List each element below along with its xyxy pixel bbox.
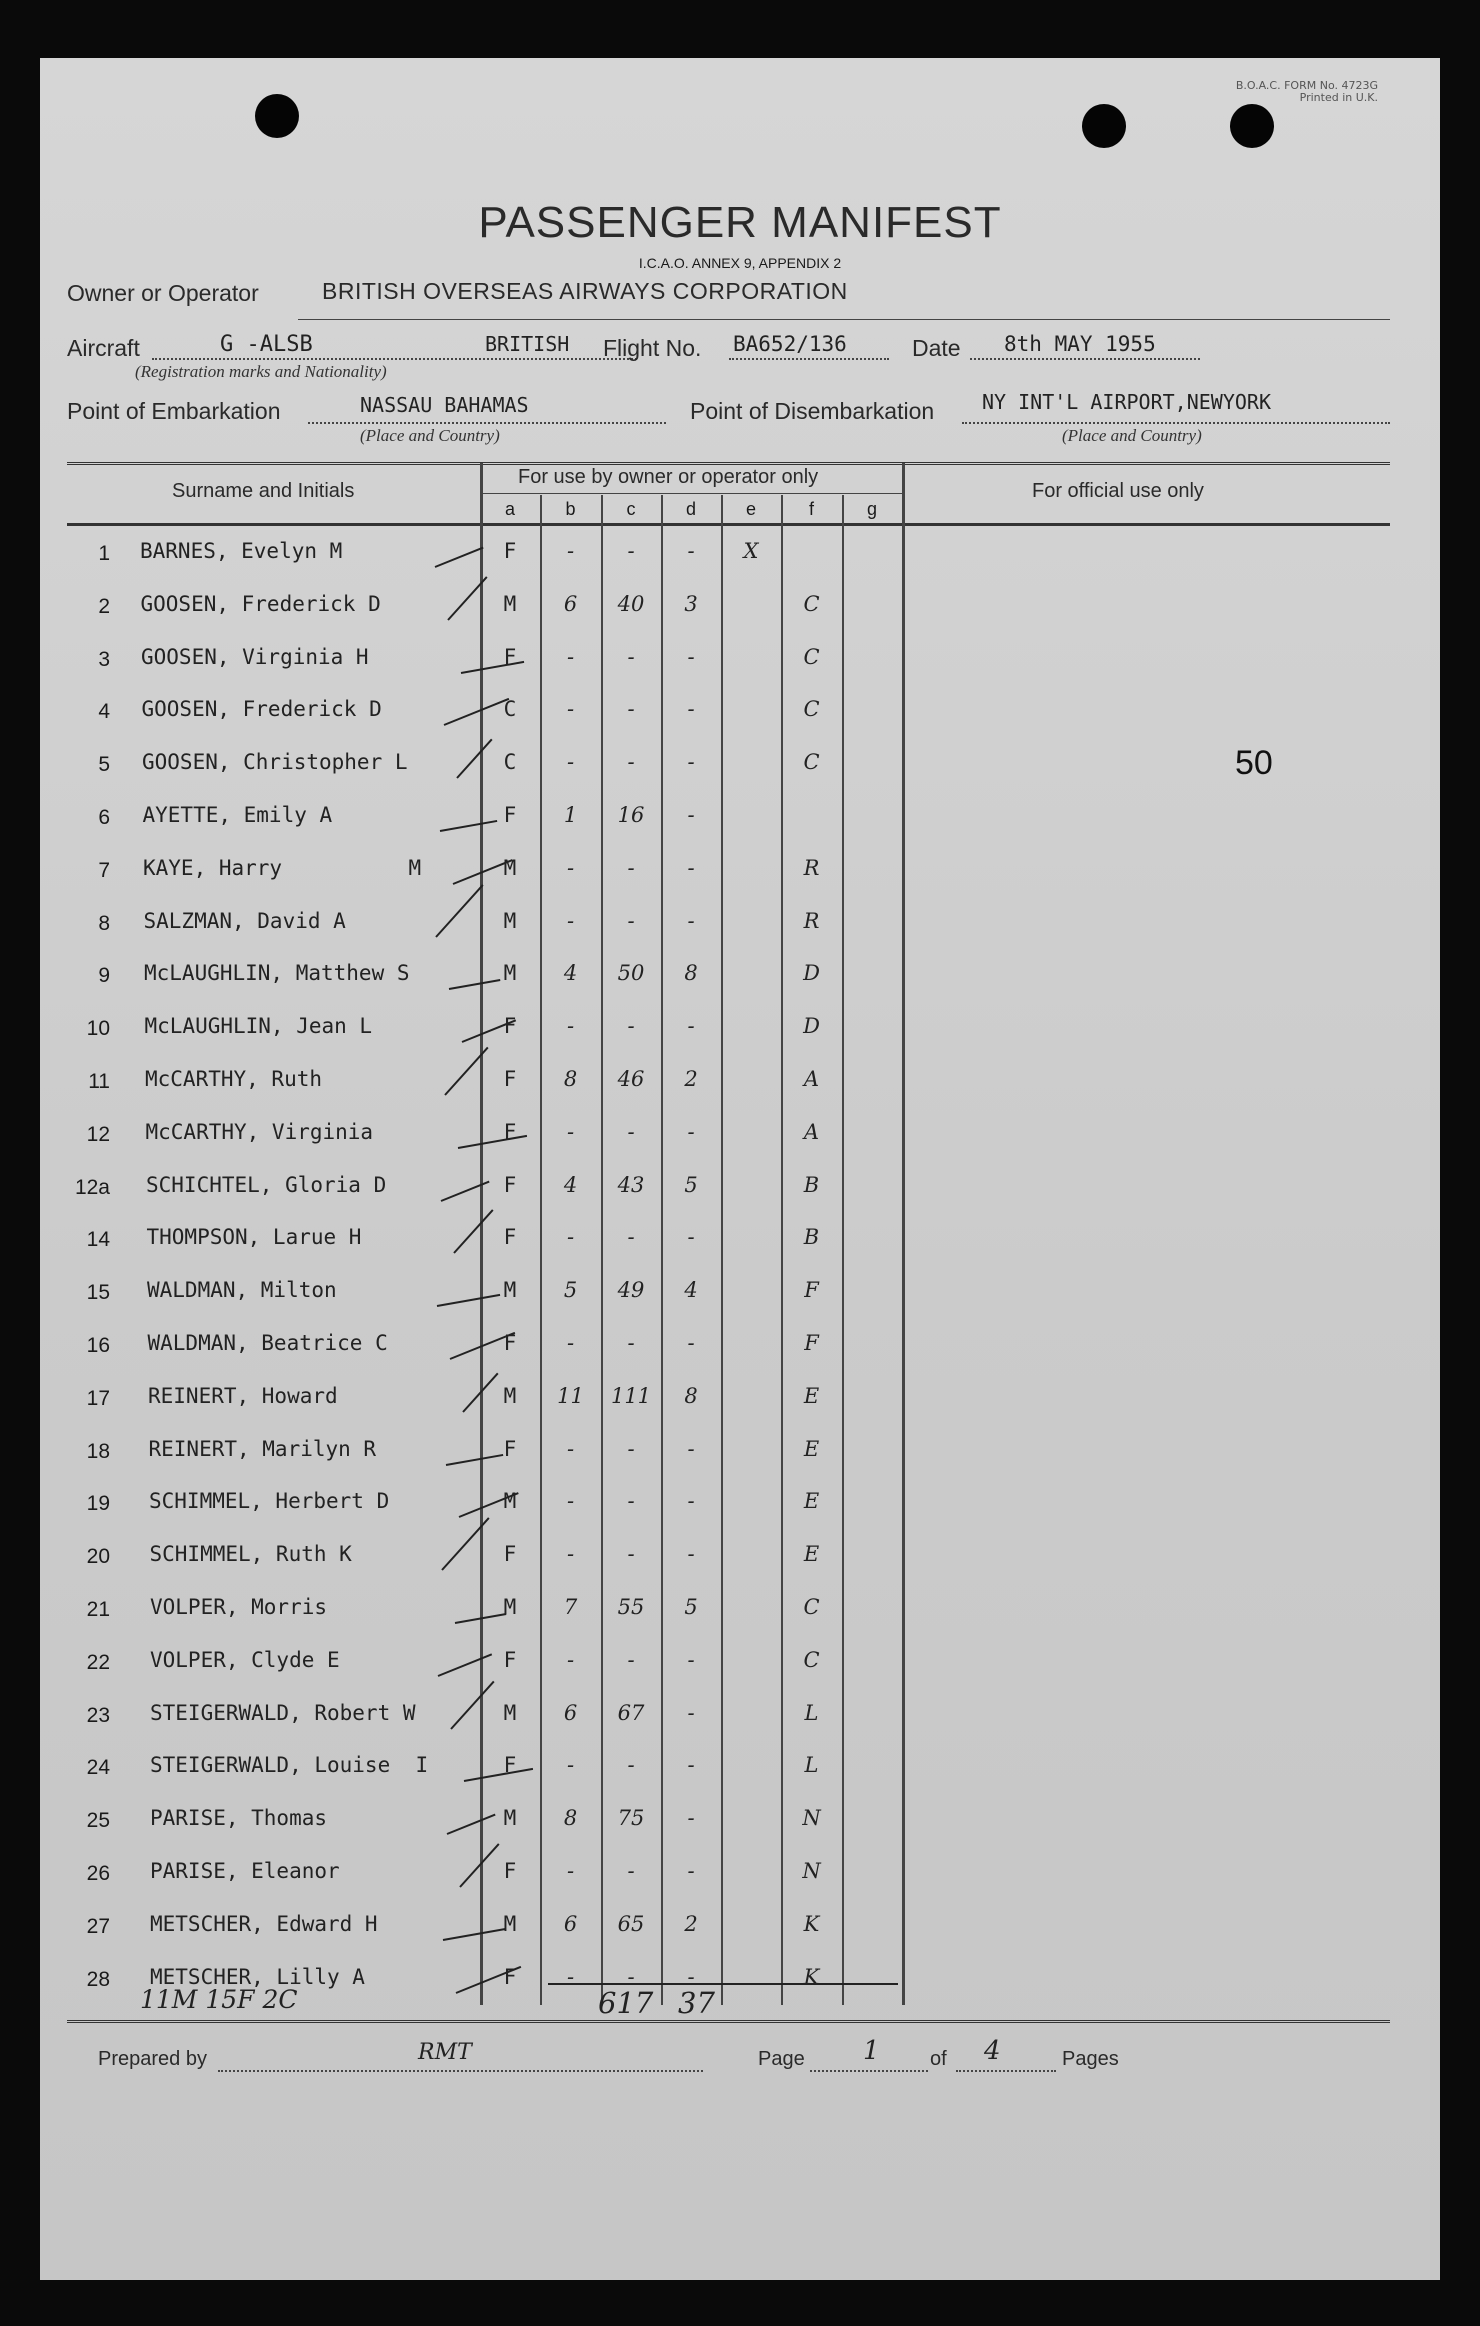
passenger-name: METSCHER, Lilly A	[150, 1964, 365, 1989]
passenger-name: REINERT, Marilyn R	[148, 1436, 377, 1461]
punch-hole	[1230, 104, 1274, 148]
cell-b: -	[566, 1964, 575, 1989]
owner-label: Owner or Operator	[67, 280, 259, 306]
column-letter-g: g	[866, 499, 877, 519]
passenger-name: VOLPER, Clyde E	[150, 1647, 340, 1672]
cell-c: -	[627, 1331, 635, 1355]
row-number: 4	[98, 700, 110, 724]
column-letter-b: b	[565, 499, 576, 519]
cell-c: -	[627, 697, 635, 722]
table-row	[40, 792, 1440, 845]
embarkation-dotline	[308, 422, 666, 424]
cell-f: D	[803, 1014, 820, 1039]
passenger-name: GOOSEN, Frederick D	[140, 591, 381, 616]
owner-use-header: For use by owner or operator only	[518, 466, 819, 488]
passenger-name: METSCHER, Edward H	[150, 1911, 378, 1936]
cell-d: -	[687, 1436, 695, 1461]
row-number: 12a	[74, 1175, 110, 1199]
cell-d: -	[687, 1647, 695, 1672]
owner-value: BRITISH OVERSEAS AIRWAYS CORPORATION	[322, 278, 848, 304]
column-letter-a: a	[504, 499, 515, 519]
cell-d: -	[687, 1014, 695, 1039]
table-row	[40, 581, 1440, 634]
cell-d: -	[687, 1964, 695, 1989]
cell-d: -	[687, 539, 695, 563]
cell-f: R	[803, 908, 820, 933]
cell-b: 4	[563, 1172, 578, 1197]
cell-b: -	[566, 855, 575, 880]
cell-a: F	[503, 1964, 517, 1989]
cell-f: N	[802, 1859, 821, 1883]
page-count: 4	[984, 2036, 1001, 2066]
cell-b: 8	[563, 1806, 578, 1831]
cell-c: 55	[617, 1595, 645, 1619]
cell-a: F	[503, 1436, 517, 1461]
cell-f: A	[803, 1067, 820, 1091]
cell-a: F	[503, 1647, 517, 1672]
table-row	[40, 1584, 1440, 1637]
cell-d: -	[687, 1859, 695, 1883]
flight-dotline	[729, 358, 889, 360]
page-dotline	[810, 2070, 928, 2072]
cell-b: 11	[557, 1383, 584, 1408]
cell-f: F	[804, 1331, 819, 1355]
cell-f: D	[803, 961, 820, 986]
table-row	[40, 1056, 1440, 1109]
row-number: 12	[86, 1122, 110, 1146]
table-row	[40, 686, 1440, 739]
passenger-name: SCHICHTEL, Gloria D	[146, 1172, 387, 1197]
row-number: 17	[86, 1386, 110, 1410]
column-letter-f: f	[808, 499, 814, 519]
passenger-name: McCARTHY, Ruth	[145, 1067, 323, 1091]
cell-a: M	[503, 1383, 517, 1408]
table-row	[40, 898, 1440, 951]
cell-b: 4	[563, 961, 578, 986]
cell-f: C	[803, 591, 820, 616]
cell-b: 8	[563, 1067, 578, 1091]
row-number: 25	[86, 1809, 110, 1833]
cell-c: 67	[617, 1700, 645, 1725]
table-row	[40, 845, 1440, 898]
cell-a: C	[503, 697, 517, 722]
disembarkation-note: (Place and Country)	[1062, 426, 1202, 445]
page-title: PASSENGER MANIFEST	[478, 198, 1002, 247]
cell-d: -	[687, 1225, 695, 1250]
cell-f: L	[804, 1753, 819, 1778]
aircraft-nationality: BRITISH	[485, 332, 570, 356]
aircraft-registration: G -ALSB	[220, 332, 313, 357]
cell-b: -	[566, 1331, 575, 1355]
cell-a: F	[503, 1172, 517, 1197]
cell-b: 6	[563, 1700, 578, 1725]
table-row	[40, 1373, 1440, 1426]
cell-a: M	[503, 908, 517, 933]
cell-d: -	[687, 750, 695, 775]
cell-c: 43	[617, 1172, 645, 1197]
cell-a: M	[503, 1489, 517, 1514]
embarkation-value: NASSAU BAHAMAS	[360, 393, 529, 417]
date-value: 8th MAY 1955	[1004, 332, 1156, 356]
table-bottom-rule	[67, 2020, 1390, 2023]
cell-f: E	[803, 1383, 820, 1408]
passenger-name: AYETTE, Emily A	[142, 803, 333, 827]
owner-subheader-rule	[480, 493, 903, 494]
passenger-name: KAYE, Harry M	[143, 855, 422, 880]
row-number: 21	[86, 1598, 110, 1621]
page-label: Page	[758, 2048, 805, 2070]
cell-a: F	[503, 1225, 517, 1250]
row-number: 1	[98, 542, 110, 565]
row-number: 11	[88, 1070, 110, 1093]
passenger-name: WALDMAN, Beatrice C	[147, 1331, 388, 1355]
cell-c: -	[627, 1489, 635, 1514]
of-dotline	[956, 2070, 1056, 2072]
row-number: 2	[98, 594, 110, 618]
cell-b: -	[566, 1542, 575, 1567]
check-mark	[435, 547, 484, 568]
flight-label: Flight No.	[603, 335, 702, 361]
cell-f: E	[803, 1436, 820, 1461]
cell-b: -	[566, 1119, 575, 1144]
cell-d: 8	[684, 1383, 698, 1408]
cell-c: -	[627, 1859, 635, 1883]
column-letter-c: c	[626, 499, 636, 519]
row-number: 15	[86, 1281, 110, 1305]
row-number: 27	[86, 1914, 110, 1938]
cell-a: F	[503, 1331, 517, 1355]
official-mark: 50	[1235, 744, 1273, 782]
table-row	[40, 1742, 1440, 1795]
row-number: 20	[86, 1545, 110, 1569]
row-number: 24	[86, 1756, 110, 1780]
cell-a: M	[503, 1911, 517, 1936]
cell-d: -	[687, 1489, 695, 1514]
cell-d: -	[687, 1806, 695, 1831]
row-number: 19	[86, 1492, 110, 1516]
cell-a: F	[503, 644, 517, 669]
cell-d: 2	[684, 1911, 698, 1936]
form-number-line: Printed in U.K.	[1299, 91, 1378, 104]
cell-b: -	[566, 1014, 575, 1039]
cell-f: N	[802, 1806, 821, 1831]
table-row	[40, 739, 1440, 792]
prepared-by-value: RMT	[418, 2040, 472, 2065]
cell-d: 5	[684, 1172, 698, 1197]
cell-c: 46	[617, 1067, 645, 1091]
cell-c: 65	[617, 1911, 645, 1936]
passenger-name: GOOSEN, Frederick D	[141, 697, 382, 722]
table-row	[40, 1478, 1440, 1531]
cell-f: C	[803, 1595, 820, 1619]
cell-b: 5	[563, 1278, 578, 1303]
cell-b: -	[566, 750, 575, 775]
cell-a: M	[503, 961, 517, 986]
cell-c: -	[627, 855, 635, 880]
row-number: 23	[86, 1703, 110, 1727]
cell-f: C	[803, 750, 820, 775]
row-number: 14	[86, 1228, 110, 1252]
cell-d: -	[687, 697, 695, 722]
cell-f: F	[804, 1278, 819, 1303]
cell-b: 1	[563, 803, 578, 827]
passenger-name: BARNES, Evelyn M	[140, 539, 343, 563]
cell-f: C	[803, 1647, 820, 1672]
cell-a: F	[503, 803, 517, 827]
passenger-name: PARISE, Thomas	[150, 1806, 328, 1831]
passenger-name: STEIGERWALD, Louise I	[150, 1753, 429, 1778]
row-number: 22	[86, 1650, 110, 1674]
table-row	[40, 1162, 1440, 1215]
cell-b: -	[566, 1859, 575, 1883]
cell-e: X	[743, 539, 759, 563]
cell-f: E	[803, 1542, 820, 1567]
cell-f: K	[803, 1911, 820, 1936]
table-header-rule	[67, 523, 1390, 526]
cell-c: -	[627, 539, 635, 563]
row-number: 8	[98, 911, 110, 935]
row-number: 6	[98, 806, 110, 829]
column-letter-e: e	[745, 499, 756, 519]
summary-note: 11M 15F 2C	[140, 1985, 298, 2014]
cell-d: -	[687, 908, 695, 933]
prepared-by-label: Prepared by	[98, 2048, 207, 2070]
table-row	[40, 1848, 1440, 1901]
table-row	[40, 1426, 1440, 1479]
cell-c: 75	[617, 1806, 645, 1831]
table-row	[40, 1531, 1440, 1584]
cell-a: M	[503, 855, 517, 880]
cell-b: -	[566, 1753, 575, 1778]
row-number: 16	[86, 1334, 110, 1357]
passenger-name: McLAUGHLIN, Jean L	[144, 1014, 373, 1039]
cell-c: 49	[617, 1278, 645, 1303]
cell-a: F	[503, 1542, 517, 1567]
table-row	[40, 1690, 1440, 1743]
page-number: 1	[863, 2036, 880, 2066]
cell-a: F	[503, 539, 517, 563]
cell-d: 2	[684, 1067, 698, 1091]
passenger-name: VOLPER, Morris	[150, 1595, 328, 1619]
date-dotline	[970, 358, 1200, 360]
cell-c: -	[627, 1225, 635, 1250]
cell-a: M	[503, 1278, 517, 1303]
row-number: 10	[86, 1017, 110, 1041]
total-c: 617	[598, 1986, 654, 2020]
cell-d: -	[687, 644, 695, 669]
embarkation-note: (Place and Country)	[360, 426, 500, 445]
cell-a: F	[503, 1119, 517, 1144]
cell-b: 7	[563, 1595, 578, 1619]
table-row	[40, 1003, 1440, 1056]
cell-f: A	[803, 1119, 820, 1144]
passenger-name: REINERT, Howard	[148, 1383, 338, 1408]
cell-b: 6	[563, 591, 578, 616]
cell-a: F	[503, 1859, 517, 1883]
cell-c: 111	[610, 1383, 652, 1408]
cell-f: B	[803, 1172, 820, 1197]
surname-header: Surname and Initials	[172, 480, 355, 502]
passenger-name: GOOSEN, Virginia H	[141, 644, 369, 669]
cell-d: 8	[684, 961, 698, 986]
table-row	[40, 1214, 1440, 1267]
cell-c: 16	[617, 803, 645, 827]
cell-a: M	[503, 1806, 517, 1831]
row-number: 9	[98, 964, 110, 988]
cell-a: F	[503, 1753, 517, 1778]
cell-b: -	[566, 644, 575, 669]
aircraft-label: Aircraft	[67, 335, 140, 361]
punch-hole	[255, 94, 299, 138]
cell-b: -	[566, 697, 575, 722]
form-number	[1236, 80, 1378, 104]
cell-f: B	[803, 1225, 820, 1250]
passenger-name: SALZMAN, David A	[143, 908, 346, 933]
disembarkation-dotline	[962, 422, 1390, 424]
cell-c: -	[627, 1436, 635, 1461]
cell-f: C	[803, 644, 820, 669]
table-row	[40, 634, 1440, 687]
row-number: 7	[98, 858, 110, 882]
passenger-name: THOMPSON, Larue H	[146, 1225, 362, 1250]
cell-b: -	[566, 1225, 575, 1250]
cell-b: -	[566, 1436, 575, 1461]
passenger-name: McLAUGHLIN, Matthew S	[144, 961, 410, 986]
row-number: 3	[98, 647, 110, 671]
aircraft-dotline	[152, 358, 637, 360]
table-row	[40, 1901, 1440, 1954]
cell-f: C	[803, 697, 820, 722]
flight-number: BA652/136	[733, 332, 847, 356]
cell-c: 50	[617, 961, 645, 986]
cell-d: -	[687, 1542, 695, 1567]
passenger-name: McCARTHY, Virginia	[145, 1119, 374, 1144]
cell-f: K	[803, 1964, 820, 1989]
cell-f: E	[803, 1489, 820, 1514]
cell-d: 4	[684, 1278, 698, 1303]
cell-c: -	[627, 1964, 635, 1989]
passenger-name: WALDMAN, Milton	[147, 1278, 337, 1303]
table-row	[40, 1109, 1440, 1162]
cell-a: M	[503, 591, 517, 616]
cell-a: M	[503, 1595, 517, 1619]
form-number-line: B.O.A.C. FORM No. 4723G	[1235, 79, 1378, 92]
column-letter-d: d	[685, 499, 696, 519]
cell-d: -	[687, 1700, 695, 1725]
passenger-name: SCHIMMEL, Herbert D	[149, 1489, 390, 1514]
table-row	[40, 1267, 1440, 1320]
table-row	[40, 1637, 1440, 1690]
cell-d: -	[687, 1119, 695, 1144]
cell-d: 5	[684, 1595, 698, 1619]
cell-c: -	[627, 644, 635, 669]
pages-label: Pages	[1062, 2048, 1119, 2070]
cell-c: 40	[617, 591, 645, 616]
official-use-header: For official use only	[1032, 480, 1204, 502]
date-label: Date	[912, 335, 961, 361]
passenger-name: SCHIMMEL, Ruth K	[149, 1542, 352, 1567]
cell-f: R	[803, 855, 820, 880]
cell-c: -	[627, 750, 635, 775]
passenger-name: PARISE, Eleanor	[150, 1859, 340, 1883]
table-row	[40, 1320, 1440, 1373]
row-number: 18	[86, 1439, 110, 1463]
page-subtitle: I.C.A.O. ANNEX 9, APPENDIX 2	[638, 255, 842, 271]
cell-a: M	[503, 1700, 517, 1725]
owner-underline	[298, 319, 1390, 320]
cell-d: -	[687, 1753, 695, 1778]
embarkation-label: Point of Embarkation	[67, 398, 281, 424]
cell-b: -	[566, 539, 575, 563]
passenger-name: GOOSEN, Christopher L	[142, 750, 408, 775]
cell-a: C	[503, 750, 517, 775]
disembarkation-value: NY INT'L AIRPORT,NEWYORK	[982, 390, 1271, 414]
table-top-rule	[67, 462, 1390, 465]
table-row	[40, 528, 1440, 581]
cell-c: -	[627, 1542, 635, 1567]
cell-c: -	[627, 908, 635, 933]
cell-f: L	[804, 1700, 819, 1725]
totals-rule	[548, 1983, 898, 1985]
table-row	[40, 950, 1440, 1003]
row-number: 5	[98, 753, 110, 777]
manifest-sheet	[40, 58, 1440, 2280]
row-number: 28	[86, 1967, 110, 1991]
aircraft-note: (Registration marks and Nationality)	[135, 362, 387, 381]
cell-a: F	[503, 1014, 517, 1039]
cell-a: F	[503, 1067, 517, 1091]
cell-c: -	[627, 1014, 635, 1039]
cell-b: -	[566, 1647, 575, 1672]
prepared-by-dotline	[218, 2070, 703, 2072]
cell-c: -	[627, 1753, 635, 1778]
disembarkation-label: Point of Disembarkation	[690, 398, 935, 424]
cell-d: -	[687, 1331, 695, 1355]
cell-d: -	[687, 855, 695, 880]
cell-b: -	[566, 1489, 575, 1514]
total-d: 37	[678, 1986, 715, 2020]
of-label: of	[930, 2048, 947, 2070]
row-number: 26	[86, 1862, 110, 1885]
cell-b: 6	[563, 1911, 578, 1936]
cell-b: -	[566, 908, 575, 933]
cell-c: -	[627, 1119, 635, 1144]
table-row	[40, 1795, 1440, 1848]
punch-hole	[1082, 104, 1126, 148]
cell-c: -	[627, 1647, 635, 1672]
cell-d: -	[687, 803, 695, 827]
cell-d: 3	[684, 591, 698, 616]
passenger-name: STEIGERWALD, Robert W	[150, 1700, 416, 1725]
